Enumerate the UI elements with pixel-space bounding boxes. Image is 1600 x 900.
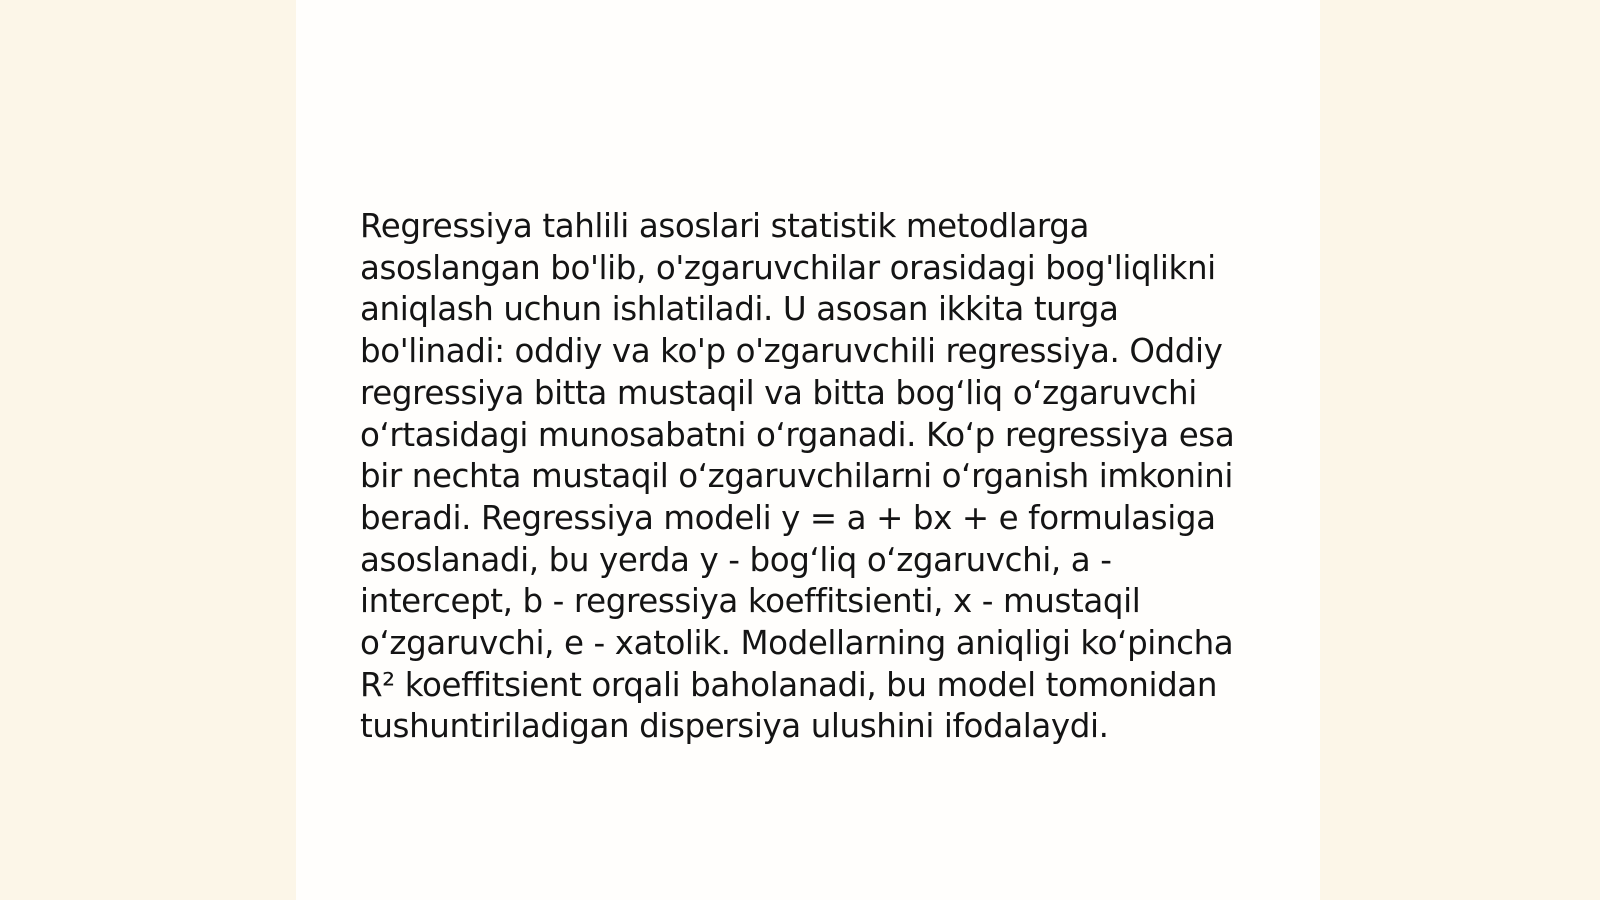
body-paragraph: Regressiya tahlili asoslari statistik metodlarga asoslangan bo'lib, o'zgaruvchilar orasidagi bog'liqlikni aniqlash uchun ishlatiladi. U asosan ikkita turga bo'linadi: oddiy va ko'p o'zgaruvchili regressiya. Oddiy regressiya bitta mustaqil va bitta bog‘liq o‘zgaruvchi o‘rtasidagi munosabatni o‘rganadi. Ko‘p regressiya esa bir nechta mustaqil o‘zgaruvchilarni o‘rganish imkonini beradi. Regressiya modeli y = a + bx + e formulasiga asoslanadi, bu yerda y - bog‘liq o‘zgaruvchi, a - intercept, b - regressiya koeffitsienti, x - mustaqil o‘zgaruvchi, e - xatolik. Modellarning aniqligi ko‘pincha R² koeffitsient orqali baholanadi, bu model tomonidan tushuntiriladigan dispersiya ulushini ifodalaydi. [360, 207, 1235, 746]
document-page [296, 0, 1320, 900]
left-margin [0, 0, 296, 900]
right-margin [1320, 0, 1600, 900]
